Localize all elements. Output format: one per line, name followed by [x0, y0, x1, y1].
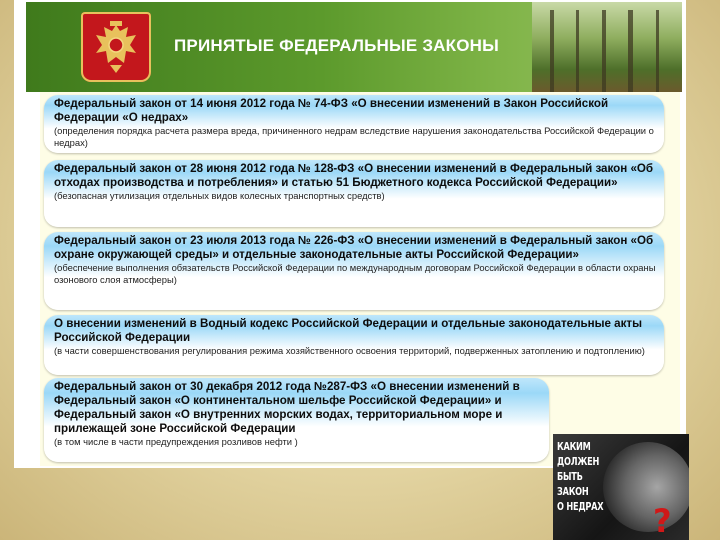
law-note: (в том числе в части предупреждения розливов нефти ) — [54, 436, 298, 447]
law-title: Федеральный закон от 23 июля 2013 года № 226-ФЗ «О внесении изменений в Федеральный закон «Об охране окружающей среды» и отдельные законодательные акты Российской Федерации» — [54, 234, 654, 261]
law-title: Федеральный закон от 28 июня 2012 года № 128-ФЗ «О внесении изменений в Федеральный закон «Об отходах производства и потребления» и статью 51 Бюджетного кодекса Российской Федерации» — [54, 162, 654, 189]
forest-photo — [532, 2, 682, 92]
law-note: (в части совершенствования регулирования режима хозяйственного освоения территорий, подверженных затоплению и подтоплению) — [54, 345, 645, 356]
law-note: (обеспечение выполнения обязательств Российской Федерации по международным договорам Российской Федерации в области охраны озонового слоя атмосферы) — [54, 262, 656, 285]
law-note: (определения порядка расчета размера вреда, причиненного недрам вследствие нарушения законодательства Российской Федерации о недрах) — [54, 125, 654, 148]
page-title: ПРИНЯТЫЕ ФЕДЕРАЛЬНЫЕ ЗАКОНЫ — [174, 36, 499, 55]
law-item-2 — [44, 160, 664, 227]
question-mark-icon: ? — [653, 502, 672, 540]
law-item-3 — [44, 232, 664, 310]
law-item-1 — [44, 95, 664, 153]
slide-header — [26, 2, 682, 92]
book-title: КАКИМ ДОЛЖЕН БЫТЬ ЗАКОН О НЕДРАХ — [557, 441, 604, 513]
law-item-4 — [44, 315, 664, 375]
law-title: Федеральный закон от 30 декабря 2012 года №287-ФЗ «О внесении изменений в Федеральный закон «О континентальном шельфе Российской Федерации» и Федеральный закон «О внутренних морских водах, территориальном море и прилежащей зоне Российской Федерации — [54, 380, 520, 435]
coat-of-arms-icon — [81, 12, 151, 82]
law-item-5 — [44, 378, 549, 462]
hand-photo — [603, 442, 689, 532]
book-cover-image — [553, 434, 689, 540]
law-note: (безопасная утилизация отдельных видов колесных транспортных средств) — [54, 190, 385, 201]
law-title: О внесении изменений в Водный кодекс Российской Федерации и отдельные законодательные акты Российской Федерации — [54, 317, 642, 344]
law-title: Федеральный закон от 14 июня 2012 года № 74-ФЗ «О внесении изменений в Закон Российской Федерации «О недрах» — [54, 97, 609, 124]
